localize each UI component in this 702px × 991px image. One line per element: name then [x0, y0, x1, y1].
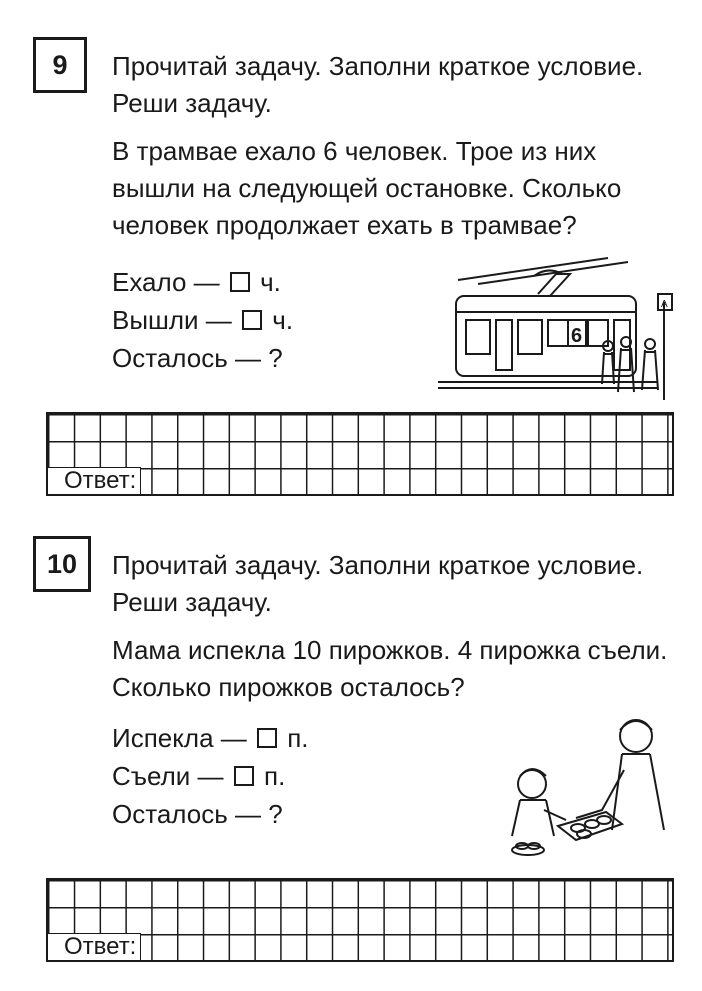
- answer-label: Ответ:: [48, 933, 141, 960]
- answer-box[interactable]: [257, 728, 277, 748]
- task-number-10: 10: [33, 536, 91, 592]
- task-number-9: 9: [33, 37, 87, 93]
- condition-line-3: Осталось — ?: [112, 343, 283, 373]
- stop-sign-letter: А: [661, 299, 668, 310]
- task-10-problem: Мама испекла 10 пирожков. 4 пирожка съели. Сколько пирожков осталось?: [112, 635, 668, 702]
- tram-illustration: [438, 254, 678, 410]
- task-10-solution-grid[interactable]: [46, 878, 674, 962]
- task-9-solution-grid[interactable]: [46, 412, 674, 496]
- condition-line-1: Ехало — ч.: [112, 267, 281, 297]
- condition-line-2: Съели — п.: [112, 761, 286, 791]
- tram-number: 6: [571, 325, 583, 347]
- answer-label: Ответ:: [48, 467, 141, 494]
- mother-child-pies-illustration: [496, 700, 676, 860]
- answer-box[interactable]: [234, 766, 254, 786]
- task-10-instruction: Прочитай задачу. Заполни краткое условие. Реши задачу.: [112, 550, 644, 617]
- condition-line-2: Вышли — ч.: [112, 305, 294, 335]
- task-10-short-condition: [112, 719, 309, 833]
- answer-box[interactable]: [230, 272, 250, 292]
- task-9-instruction: Прочитай задачу. Заполни краткое условие. Реши задачу.: [112, 51, 644, 118]
- condition-line-3: Осталось — ?: [112, 799, 283, 829]
- task-9-problem: В трамвае ехало 6 человек. Трое из них вышли на следующей остановке. Сколько человек продолжает ехать в трамвае?: [112, 136, 622, 240]
- condition-line-1: Испекла — п.: [112, 723, 309, 753]
- answer-box[interactable]: [242, 310, 262, 330]
- task-9-short-condition: [112, 263, 293, 377]
